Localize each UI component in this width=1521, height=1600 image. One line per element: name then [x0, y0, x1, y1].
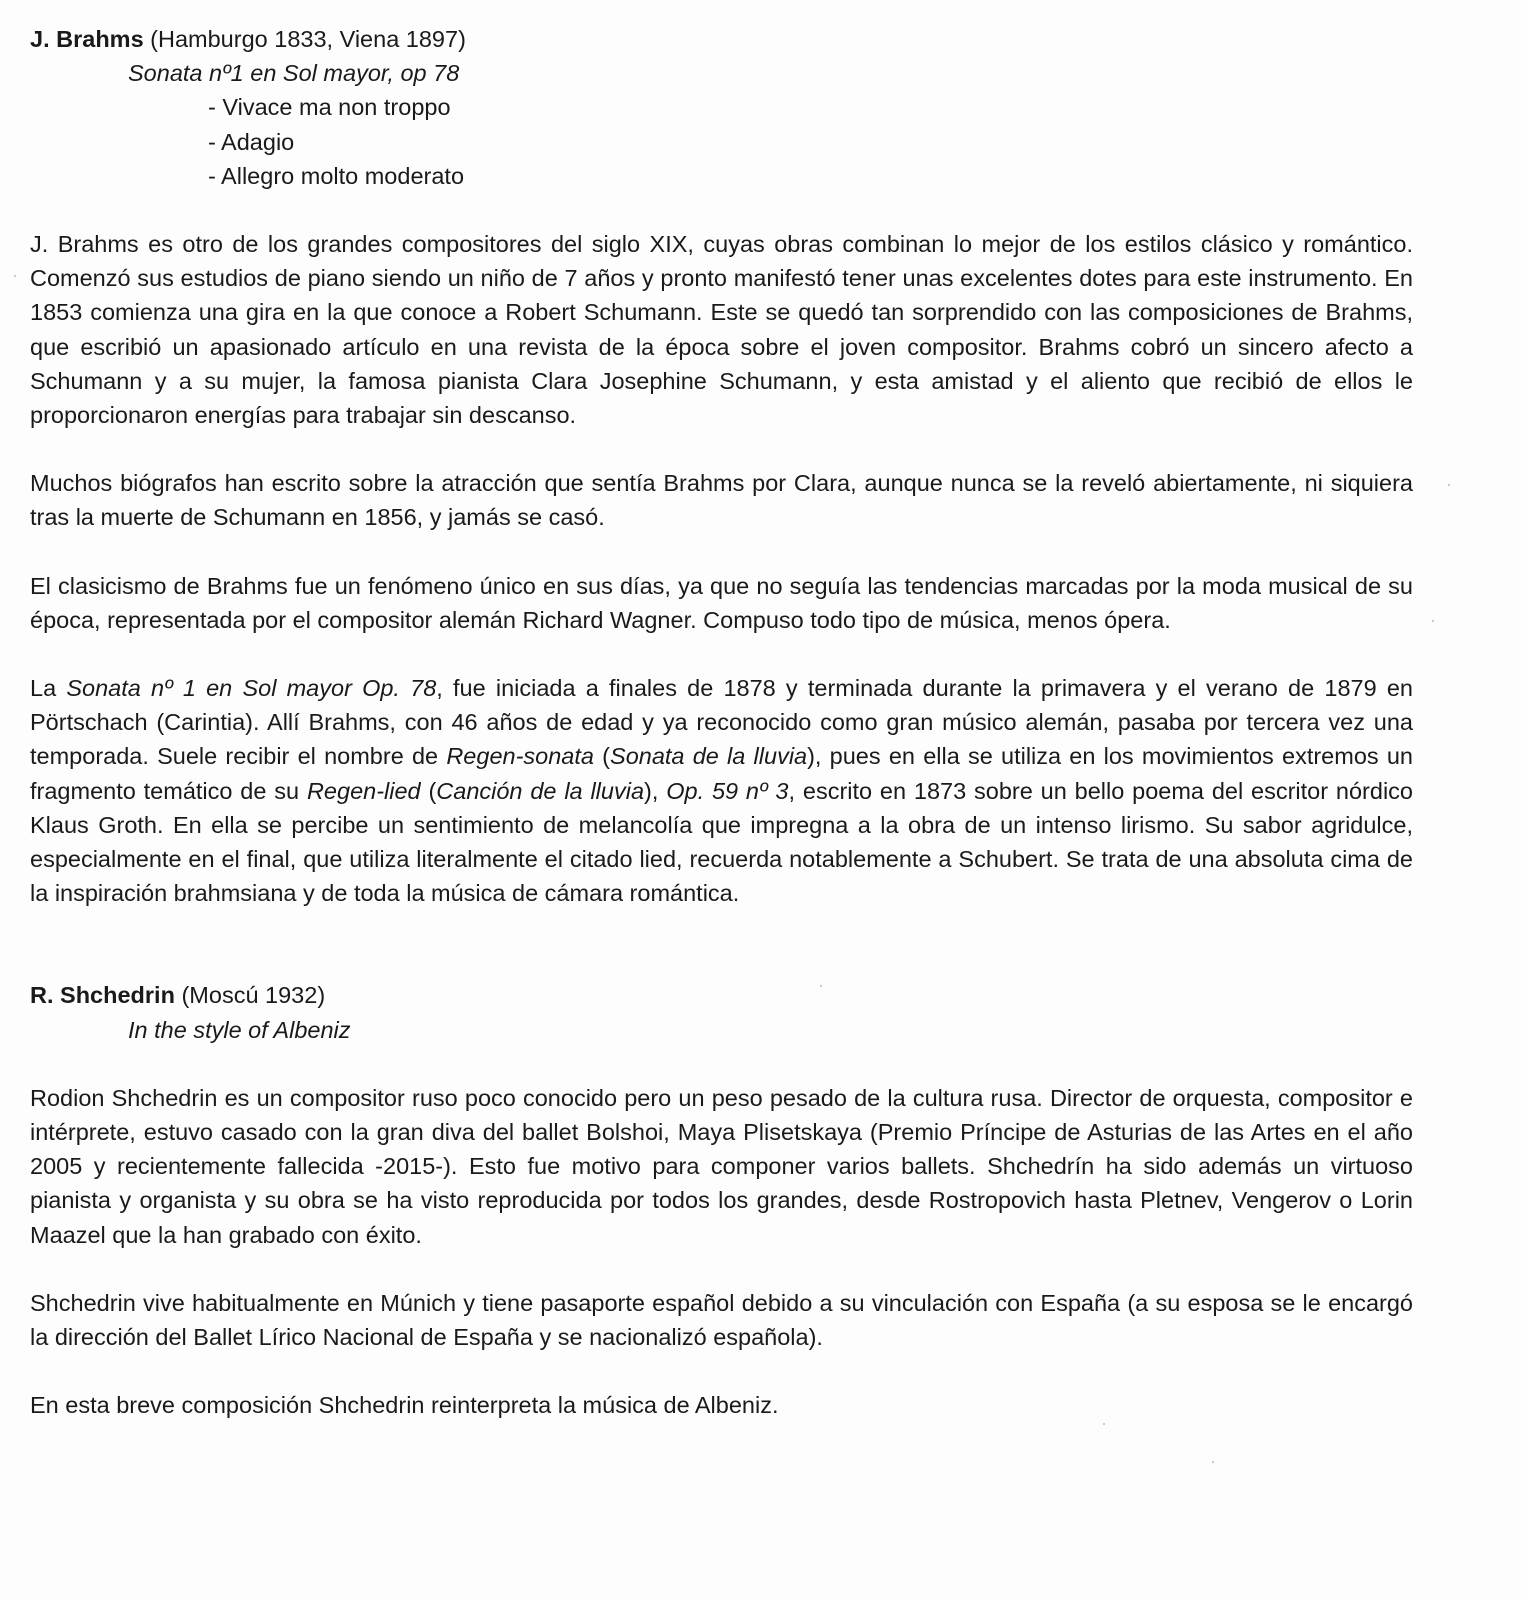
movement-item: - Adagio — [208, 128, 295, 155]
scan-speck — [1432, 620, 1434, 622]
composer-heading-brahms — [30, 22, 1413, 56]
composer-dates: (Moscú 1932) — [181, 982, 326, 1009]
document-page — [30, 22, 1413, 1423]
composer-dates: (Hamburgo 1833, Viena 1897) — [150, 26, 466, 52]
italic-run: Op. 59 nº 3 — [666, 777, 789, 804]
italic-run: Sonata de la lluvia — [610, 743, 808, 770]
italic-run: Regen-sonata — [446, 743, 594, 770]
text-run: ( — [593, 743, 611, 770]
text-run: La — [30, 675, 67, 702]
composer-name: J. Brahms — [30, 26, 144, 52]
composer-name: R. Shchedrin — [30, 982, 175, 1009]
scan-speck — [14, 275, 16, 277]
work-title: In the style of Albeniz — [128, 1016, 351, 1043]
movement-list — [30, 90, 1413, 193]
italic-run: Canción de la lluvia — [436, 777, 645, 804]
composer-heading-shchedrin — [30, 978, 1413, 1012]
paragraph-sonata — [30, 671, 1413, 910]
paragraph-composition: En esta breve composición Shchedrin reinterpreta la música de Albeniz. — [30, 1392, 779, 1419]
text-run: , escrito en 1873 sobre un bello poema del escritor nórdico Klaus Groth. En ella se percibe un sentimiento de melancolía que impregna a la obra de un intenso lirismo. Su sabor agridulce, especialmente en el final, que utiliza literalmente el citado lied, recuerda notablemente a Schubert. Se trata de una absoluta cima de la inspiración brahmsiana y de toda la música de cámara romántica. — [30, 777, 1413, 907]
work-title: Sonata nº1 en Sol mayor, op 78 — [128, 60, 460, 87]
italic-run: Regen-lied — [306, 777, 421, 804]
text-run: ), pues en ella se utiliza en los movimientos extremos un fragmento temático de su — [30, 743, 1413, 804]
italic-run: Sonata nº 1 en Sol mayor Op. 78 — [66, 675, 437, 702]
scan-speck — [820, 985, 822, 987]
movement-item: - Vivace ma non troppo — [208, 94, 451, 121]
scan-speck — [1212, 1461, 1214, 1463]
paragraph-classicism: El clasicismo de Brahms fue un fenómeno único en sus días, ya que no seguía las tendencias marcadas por la moda musical de su época, representada por el compositor alemán Richard Wagner. Compuso todo tipo de música, menos ópera. — [30, 572, 1413, 633]
paragraph-clara: Muchos biógrafos han escrito sobre la atracción que sentía Brahms por Clara, aunque nunca se la reveló abiertamente, ni siquiera tras la muerte de Schumann en 1856, y jamás se casó. — [30, 470, 1413, 531]
paragraph-biography: J. Brahms es otro de los grandes compositores del siglo XIX, cuyas obras combinan lo mejor de los estilos clásico y romántico. Comenzó sus estudios de piano siendo un niño de 7 años y pronto manifestó tener unas excelentes dotes para este instrumento. En 1853 comienza una gira en la que conoce a Robert Schumann. Este se quedó tan sorprendido con las composiciones de Brahms, que escribió un apasionado artículo en una revista de la época sobre el joven compositor. Brahms cobró un sincero afecto a Schumann y a su mujer, la famosa pianista Clara Josephine Schumann, y esta amistad y el aliento que recibió de ellos le proporcionaron energías para trabajar sin descanso. — [30, 231, 1413, 429]
text-run: ( — [420, 777, 437, 804]
shchedrin-section — [30, 978, 1413, 1422]
text-run: ), — [644, 777, 667, 804]
paragraph-biography: Rodion Shchedrin es un compositor ruso poco conocido pero un peso pesado de la cultura rusa. Director de orquesta, compositor e intérprete, estuvo casado con la gran diva del ballet Bolshoi, Maya Plisetskaya (Premio Príncipe de Asturias de las Artes en el año 2005 y recientemente fallecida -2015-). Esto fue motivo para componer varios ballets. Shchedrín ha sido además un virtuoso pianista y organista y su obra se ha visto reproducida por todos los grandes, desde Rostropovich hasta Pletnev, Vengerov o Lorin Maazel que la han grabado con éxito. — [30, 1084, 1413, 1248]
text-run: , fue iniciada a finales de 1878 y terminada durante la primavera y el verano de 1879 en Pörtschach (Carintia). Allí Brahms, con 46 años de edad y ya reconocido como gran músico alemán, pasaba por tercera vez una temporada. Suele recibir el nombre de — [30, 675, 1413, 770]
paragraph-spain: Shchedrin vive habitualmente en Múnich y tiene pasaporte español debido a su vinculación con España (a su esposa se le encargó la dirección del Ballet Lírico Nacional de España y se nacionalizó española). — [30, 1289, 1413, 1351]
movement-item: - Allegro molto moderato — [208, 162, 465, 189]
section-spacer — [30, 910, 1413, 978]
brahms-section — [30, 22, 1413, 910]
scan-speck — [1448, 484, 1450, 486]
scan-speck — [1103, 1423, 1105, 1425]
